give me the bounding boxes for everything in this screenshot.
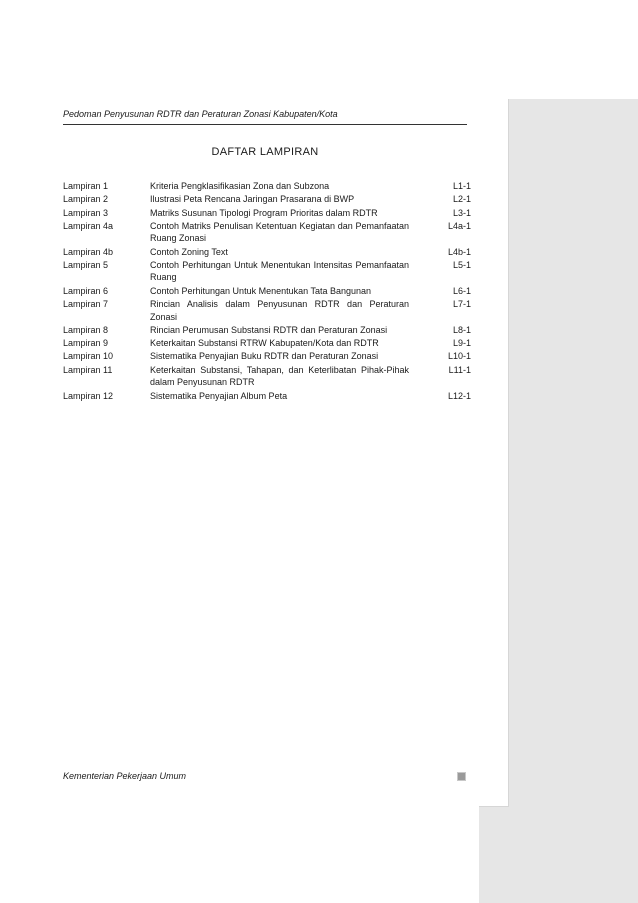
appendix-page: L2-1: [452, 194, 471, 205]
page-title: DAFTAR LAMPIRAN: [211, 146, 319, 158]
appendix-page: L9-1: [452, 338, 471, 349]
appendix-code: Lampiran 8: [63, 324, 109, 335]
list-item: [63, 285, 473, 298]
appendix-page: L12-1: [447, 390, 471, 401]
list-item: [63, 259, 473, 284]
header-rule: [63, 124, 467, 125]
appendix-description: Keterkaitan Substansi, Tahapan, dan Keterlibatan Pihak-Pihak dalam Penyusunan RDTR: [150, 364, 409, 388]
appendix-code: Lampiran 2: [63, 194, 109, 205]
appendix-description: Contoh Perhitungan Untuk Menentukan Tata Bangunan: [150, 285, 371, 296]
appendix-code: Lampiran 1: [63, 181, 109, 191]
appendix-description: Contoh Perhitungan Untuk Menentukan Intensitas Pemanfaatan Ruang: [150, 259, 409, 283]
appendix-description: Ilustrasi Peta Rencana Jaringan Prasarana di BWP: [150, 194, 355, 205]
appendix-page: L5-1: [452, 259, 471, 270]
appendix-description: Rincian Perumusan Substansi RDTR dan Peraturan Zonasi: [150, 324, 388, 335]
appendix-code: Lampiran 7: [63, 299, 109, 310]
appendix-code: Lampiran 4a: [63, 220, 114, 231]
list-item: [63, 390, 473, 403]
appendix-page: L6-1: [452, 285, 471, 296]
appendix-code: Lampiran 9: [63, 338, 109, 349]
appendix-description: Sistematika Penyajian Buku RDTR dan Peraturan Zonasi: [150, 351, 379, 362]
appendix-code: Lampiran 5: [63, 259, 109, 270]
appendix-code: Lampiran 3: [63, 207, 109, 218]
appendix-code: Lampiran 10: [63, 351, 114, 362]
appendix-page: L4b-1: [447, 246, 471, 257]
appendix-description: Sistematika Penyajian Album Peta: [150, 390, 288, 401]
appendix-page: L1-1: [452, 181, 471, 191]
running-header: Pedoman Penyusunan RDTR dan Peraturan Zonasi Kabupaten/Kota: [63, 109, 338, 119]
list-item: [63, 298, 473, 323]
list-item: [63, 193, 473, 206]
appendix-description: Kriteria Pengklasifikasian Zona dan Subzona: [150, 181, 330, 191]
appendix-page: L11-1: [448, 364, 471, 375]
appendix-page: L7-1: [452, 299, 471, 310]
appendix-page: L4a-1: [447, 220, 471, 231]
list-item: [63, 350, 473, 363]
appendix-description: Contoh Zoning Text: [150, 246, 228, 257]
appendix-description: Matriks Susunan Tipologi Program Prioritas dalam RDTR: [150, 207, 378, 218]
appendix-code: Lampiran 4b: [63, 246, 114, 257]
running-footer: Kementerian Pekerjaan Umum: [63, 771, 187, 781]
appendix-description: Contoh Matriks Penulisan Ketentuan Kegiatan dan Pemanfaatan Ruang Zonasi: [150, 220, 409, 244]
appendix-code: Lampiran 12: [63, 390, 114, 401]
list-item: [63, 364, 473, 389]
list-item: [63, 324, 473, 337]
appendix-code: Lampiran 6: [63, 285, 109, 296]
appendix-description: Rincian Analisis dalam Penyusunan RDTR dan Peraturan Zonasi: [150, 299, 409, 322]
comment-balloon[interactable]: [479, 99, 509, 807]
page-marker-icon: [457, 772, 466, 781]
appendix-page: L8-1: [452, 324, 471, 335]
list-item: [63, 220, 473, 245]
appendix-page: L10-1: [447, 351, 471, 362]
appendix-list: [63, 180, 473, 403]
appendix-description: Keterkaitan Substansi RTRW Kabupaten/Kota dan RDTR: [150, 338, 379, 349]
list-item: [63, 337, 473, 350]
list-item: [63, 180, 473, 193]
appendix-code: Lampiran 11: [63, 364, 113, 375]
appendix-page: L3-1: [452, 207, 471, 218]
list-item: [63, 246, 473, 259]
list-item: [63, 207, 473, 220]
